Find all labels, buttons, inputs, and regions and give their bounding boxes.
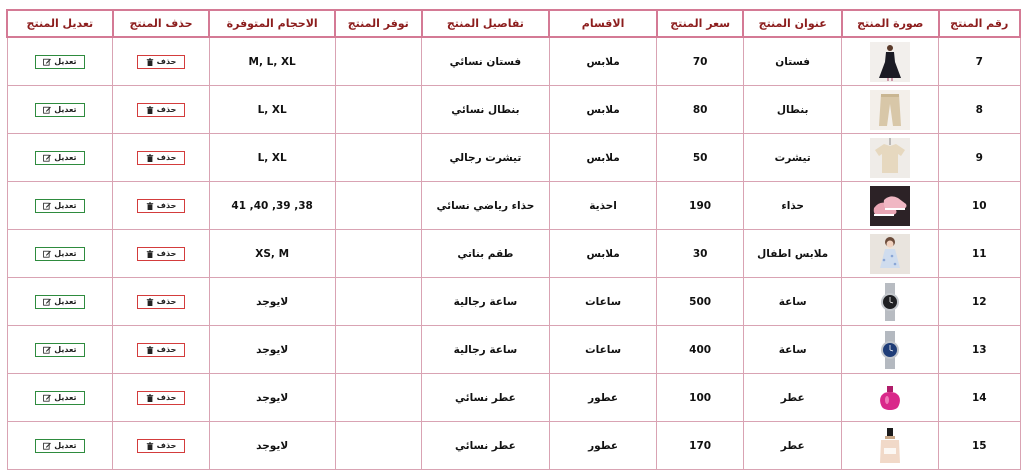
perfume-pink-photo: [870, 378, 910, 418]
edit-button[interactable]: تعديل: [35, 103, 85, 117]
delete-button[interactable]: حذف: [137, 199, 185, 213]
product-id: 10: [939, 182, 1020, 230]
delete-cell: [113, 134, 210, 182]
delete-cell: [113, 422, 210, 470]
table-header-row: [7, 10, 1020, 37]
trash-icon: [146, 346, 154, 354]
product-price: 50: [657, 134, 744, 182]
edit-cell: [7, 278, 113, 326]
delete-cell: [113, 182, 210, 230]
edit-icon: [43, 442, 51, 450]
product-image-cell: [842, 278, 939, 326]
edit-button[interactable]: تعديل: [35, 391, 85, 405]
table-row: [7, 230, 1020, 278]
edit-cell: [7, 422, 113, 470]
delete-cell: [113, 86, 210, 134]
product-image-cell: [842, 374, 939, 422]
product-availability: [335, 182, 422, 230]
trash-icon: [146, 250, 154, 258]
dress-photo: [870, 42, 910, 82]
product-image-cell: [842, 86, 939, 134]
header-details: تفاصيل المنتج: [422, 10, 550, 37]
header-image: صورة المنتج: [842, 10, 939, 37]
product-price: 30: [657, 230, 744, 278]
product-price: 190: [657, 182, 744, 230]
table-row: [7, 278, 1020, 326]
product-id: 8: [939, 86, 1020, 134]
product-price: 70: [657, 37, 744, 86]
product-title: ساعة: [743, 326, 842, 374]
product-details: بنطال نسائي: [422, 86, 550, 134]
products-table-body: [7, 37, 1020, 470]
trash-icon: [146, 298, 154, 306]
product-sizes: XS, M: [209, 230, 335, 278]
trash-icon: [146, 154, 154, 162]
edit-cell: [7, 326, 113, 374]
product-image-cell: [842, 134, 939, 182]
product-details: تيشرت رجالي: [422, 134, 550, 182]
product-availability: [335, 422, 422, 470]
product-details: ساعة رجالية: [422, 326, 550, 374]
product-category: ملابس: [549, 37, 657, 86]
trash-icon: [146, 106, 154, 114]
product-availability: [335, 374, 422, 422]
product-availability: [335, 134, 422, 182]
edit-button[interactable]: تعديل: [35, 439, 85, 453]
product-title: عطر: [743, 374, 842, 422]
product-image-cell: [842, 230, 939, 278]
product-image-cell: [842, 182, 939, 230]
delete-cell: [113, 278, 210, 326]
table-row: [7, 374, 1020, 422]
edit-button[interactable]: تعديل: [35, 55, 85, 69]
product-category: احذية: [549, 182, 657, 230]
kids-clothes-photo: [870, 234, 910, 274]
trash-icon: [146, 394, 154, 402]
delete-button[interactable]: حذف: [137, 295, 185, 309]
tshirt-photo: [870, 138, 910, 178]
product-price: 500: [657, 278, 744, 326]
product-price: 170: [657, 422, 744, 470]
edit-cell: [7, 134, 113, 182]
product-image-cell: [842, 422, 939, 470]
watch-black-photo: [870, 282, 910, 322]
delete-button[interactable]: حذف: [137, 439, 185, 453]
table-row: [7, 326, 1020, 374]
edit-cell: [7, 374, 113, 422]
products-table: [6, 9, 1021, 470]
product-title: ساعة: [743, 278, 842, 326]
product-category: ملابس: [549, 230, 657, 278]
edit-cell: [7, 37, 113, 86]
header-category: الاقسام: [549, 10, 657, 37]
product-price: 400: [657, 326, 744, 374]
edit-button[interactable]: تعديل: [35, 343, 85, 357]
edit-icon: [43, 250, 51, 258]
product-title: بنطال: [743, 86, 842, 134]
edit-icon: [43, 394, 51, 402]
product-id: 12: [939, 278, 1020, 326]
product-details: ساعة رجالية: [422, 278, 550, 326]
product-title: ملابس اطفال: [743, 230, 842, 278]
product-title: فستان: [743, 37, 842, 86]
product-price: 100: [657, 374, 744, 422]
product-id: 7: [939, 37, 1020, 86]
product-id: 13: [939, 326, 1020, 374]
product-category: ملابس: [549, 134, 657, 182]
edit-button[interactable]: تعديل: [35, 151, 85, 165]
product-availability: [335, 86, 422, 134]
header-availability: توفر المنتج: [335, 10, 422, 37]
product-id: 15: [939, 422, 1020, 470]
header-price: سعر المنتج: [657, 10, 744, 37]
product-availability: [335, 37, 422, 86]
product-id: 11: [939, 230, 1020, 278]
edit-icon: [43, 298, 51, 306]
edit-icon: [43, 154, 51, 162]
header-title: عنوان المنتج: [743, 10, 842, 37]
trash-icon: [146, 442, 154, 450]
edit-cell: [7, 86, 113, 134]
delete-cell: [113, 326, 210, 374]
product-category: ساعات: [549, 326, 657, 374]
delete-button[interactable]: حذف: [137, 247, 185, 261]
edit-icon: [43, 58, 51, 66]
edit-button[interactable]: تعديل: [35, 295, 85, 309]
table-row: [7, 86, 1020, 134]
table-row: [7, 422, 1020, 470]
product-details: فستان نسائي: [422, 37, 550, 86]
product-category: عطور: [549, 374, 657, 422]
table-row: [7, 37, 1020, 86]
delete-button[interactable]: حذف: [137, 391, 185, 405]
edit-cell: [7, 182, 113, 230]
edit-button[interactable]: تعديل: [35, 247, 85, 261]
product-image-cell: [842, 326, 939, 374]
pants-photo: [870, 90, 910, 130]
header-id: رقم المنتج: [939, 10, 1020, 37]
header-delete: حذف المنتج: [113, 10, 210, 37]
product-title: عطر: [743, 422, 842, 470]
product-id: 9: [939, 134, 1020, 182]
product-id: 14: [939, 374, 1020, 422]
product-category: ملابس: [549, 86, 657, 134]
perfume-clear-photo: [870, 426, 910, 466]
trash-icon: [146, 202, 154, 210]
product-sizes: L, XL: [209, 134, 335, 182]
header-edit: تعديل المنتج: [7, 10, 113, 37]
watch-blue-photo: [870, 330, 910, 370]
delete-cell: [113, 37, 210, 86]
product-category: ساعات: [549, 278, 657, 326]
delete-button[interactable]: حذف: [137, 55, 185, 69]
product-title: تيشرت: [743, 134, 842, 182]
product-sizes: لايوجد: [209, 374, 335, 422]
product-image-cell: [842, 37, 939, 86]
edit-icon: [43, 202, 51, 210]
product-availability: [335, 230, 422, 278]
delete-button[interactable]: حذف: [137, 103, 185, 117]
product-sizes: M, L, XL: [209, 37, 335, 86]
product-sizes: لايوجد: [209, 326, 335, 374]
trash-icon: [146, 58, 154, 66]
edit-button[interactable]: تعديل: [35, 199, 85, 213]
product-details: حذاء رياضي نسائي: [422, 182, 550, 230]
shoes-photo: [870, 186, 910, 226]
product-details: عطر نسائي: [422, 374, 550, 422]
delete-button[interactable]: حذف: [137, 343, 185, 357]
edit-icon: [43, 346, 51, 354]
delete-cell: [113, 230, 210, 278]
product-details: عطر نسائي: [422, 422, 550, 470]
product-sizes: لايوجد: [209, 422, 335, 470]
edit-cell: [7, 230, 113, 278]
header-sizes: الاحجام المتوفرة: [209, 10, 335, 37]
product-availability: [335, 278, 422, 326]
product-category: عطور: [549, 422, 657, 470]
product-sizes: L, XL: [209, 86, 335, 134]
delete-button[interactable]: حذف: [137, 151, 185, 165]
product-availability: [335, 326, 422, 374]
product-title: حذاء: [743, 182, 842, 230]
delete-cell: [113, 374, 210, 422]
table-row: [7, 182, 1020, 230]
product-details: طقم بناتي: [422, 230, 550, 278]
product-sizes: 38, 39, 40, 41: [209, 182, 335, 230]
product-sizes: لايوجد: [209, 278, 335, 326]
edit-icon: [43, 106, 51, 114]
product-price: 80: [657, 86, 744, 134]
table-row: [7, 134, 1020, 182]
